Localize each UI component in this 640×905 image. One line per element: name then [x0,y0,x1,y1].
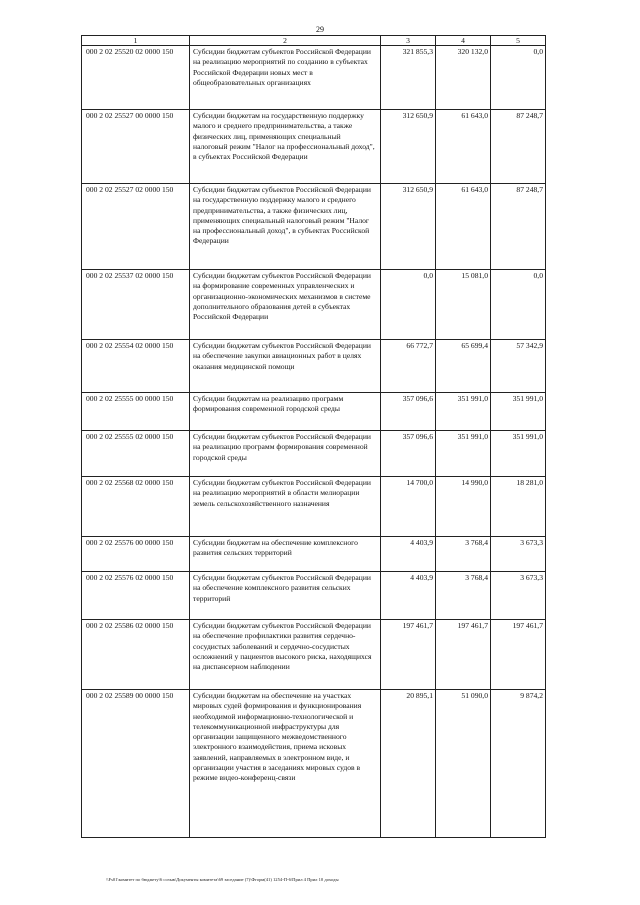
table-row [82,270,546,340]
budget-code-cell: 000 2 02 25537 02 0000 150 [82,270,190,340]
value-col4-cell: 14 990,0 [436,477,491,537]
description-cell: Субсидии бюджетам субъектов Российской Федерации на реализацию программ формирования современной городской среды [190,431,381,477]
value-col5-cell: 87 248,7 [491,110,546,184]
description-cell: Субсидии бюджетам субъектов Российской Федерации на реализацию мероприятий в области мелиорации земель сельскохозяйственного назначения [190,477,381,537]
value-col5-cell: 3 673,3 [491,572,546,620]
budget-code-cell: 000 2 02 25568 02 0000 150 [82,477,190,537]
value-col5-cell: 0,0 [491,270,546,340]
value-col5-cell: 3 673,3 [491,537,546,572]
table-row [82,110,546,184]
value-col4-cell: 351 991,0 [436,393,491,431]
value-col5-cell: 0,0 [491,46,546,110]
value-col3-cell: 312 650,9 [381,184,436,270]
budget-code-cell: 000 2 02 25555 02 0000 150 [82,431,190,477]
table-row [82,393,546,431]
footer-file-path: \\Fs01\комитет по бюджету\6 созыв\Документы комитета\69 заседание (7)\Фгорм(41) 1254-П-6\Прил 4 Прил 10 доходы [106,877,339,882]
description-cell: Субсидии бюджетам на реализацию программ формирования современной городской среды [190,393,381,431]
value-col4-cell: 3 768,4 [436,572,491,620]
column-header-2: 2 [190,36,381,46]
table-row [82,572,546,620]
table-row [82,184,546,270]
column-header-3: 3 [381,36,436,46]
budget-code-cell: 000 2 02 25576 02 0000 150 [82,572,190,620]
column-header-1: 1 [82,36,190,46]
description-cell: Субсидии бюджетам субъектов Российской Федерации на обеспечение комплексного развития сельских территорий [190,572,381,620]
header-row [82,36,546,46]
table-row [82,620,546,690]
budget-code-cell: 000 2 02 25527 02 0000 150 [82,184,190,270]
value-col5-cell: 9 874,2 [491,690,546,838]
value-col5-cell: 351 991,0 [491,393,546,431]
description-cell: Субсидии бюджетам на обеспечение комплексного развития сельских территорий [190,537,381,572]
value-col3-cell: 14 700,0 [381,477,436,537]
description-cell: Субсидии бюджетам на обеспечение на участках мировых судей формирования и функционирования необходимой информационно-технологической и телекоммуникационной инфраструктуры для организации защищенного межведомственного электронного взаимодействия, приема исковых заявлений, направляемых в электронном виде, и организации участия в заседаниях мировых судов в режиме видео-конференц-связи [190,690,381,838]
value-col3-cell: 0,0 [381,270,436,340]
value-col5-cell: 18 281,0 [491,477,546,537]
value-col5-cell: 57 342,9 [491,340,546,393]
column-header-5: 5 [491,36,546,46]
description-cell: Субсидии бюджетам на государственную поддержку малого и среднего предпринимательства, а также физических лиц, применяющих специальный налоговый режим "Налог на профессиональный доход", в субъектах Российской Федерации [190,110,381,184]
value-col3-cell: 66 772,7 [381,340,436,393]
budget-code-cell: 000 2 02 25520 02 0000 150 [82,46,190,110]
value-col4-cell: 3 768,4 [436,537,491,572]
budget-code-cell: 000 2 02 25586 02 0000 150 [82,620,190,690]
description-cell: Субсидии бюджетам субъектов Российской Федерации на обеспечение закупки авиационных работ в целях оказания медицинской помощи [190,340,381,393]
table-row [82,340,546,393]
budget-code-cell: 000 2 02 25555 00 0000 150 [82,393,190,431]
value-col5-cell: 87 248,7 [491,184,546,270]
value-col4-cell: 197 461,7 [436,620,491,690]
table-row [82,431,546,477]
value-col4-cell: 61 643,0 [436,110,491,184]
budget-code-cell: 000 2 02 25589 00 0000 150 [82,690,190,838]
budget-code-cell: 000 2 02 25527 00 0000 150 [82,110,190,184]
value-col4-cell: 15 081,0 [436,270,491,340]
page-number: 29 [316,25,324,34]
table-row [82,690,546,838]
table-row [82,477,546,537]
budget-code-cell: 000 2 02 25576 00 0000 150 [82,537,190,572]
value-col3-cell: 20 895,1 [381,690,436,838]
description-cell: Субсидии бюджетам субъектов Российской Федерации на реализацию мероприятий по созданию в субъектах Российской Федерации новых мест в общеобразовательных организациях [190,46,381,110]
value-col4-cell: 351 991,0 [436,431,491,477]
value-col3-cell: 321 855,3 [381,46,436,110]
value-col3-cell: 312 650,9 [381,110,436,184]
value-col3-cell: 357 096,6 [381,393,436,431]
budget-code-cell: 000 2 02 25554 02 0000 150 [82,340,190,393]
value-col3-cell: 4 403,9 [381,572,436,620]
description-cell: Субсидии бюджетам субъектов Российской Федерации на государственную поддержку малого и среднего предпринимательства, а также физических лиц, применяющих специальный налоговый режим "Налог на профессиональный доход", в субъектах Российской Федерации [190,184,381,270]
description-cell: Субсидии бюджетам субъектов Российской Федерации на обеспечение профилактики развития сердечно-сосудистых заболеваний и сердечно-сосудистых осложнений у пациентов высокого риска, находящихся на диспансерном наблюдении [190,620,381,690]
value-col3-cell: 4 403,9 [381,537,436,572]
description-cell: Субсидии бюджетам субъектов Российской Федерации на формирование современных управленческих и организационно-экономических механизмов в системе дополнительного образования детей в субъектах Российской Федерации [190,270,381,340]
value-col5-cell: 351 991,0 [491,431,546,477]
revenue-table [81,35,546,838]
value-col3-cell: 197 461,7 [381,620,436,690]
value-col4-cell: 51 090,0 [436,690,491,838]
value-col4-cell: 61 643,0 [436,184,491,270]
table-row [82,46,546,110]
table-row [82,537,546,572]
value-col4-cell: 65 699,4 [436,340,491,393]
value-col5-cell: 197 461,7 [491,620,546,690]
value-col3-cell: 357 096,6 [381,431,436,477]
column-header-4: 4 [436,36,491,46]
value-col4-cell: 320 132,0 [436,46,491,110]
